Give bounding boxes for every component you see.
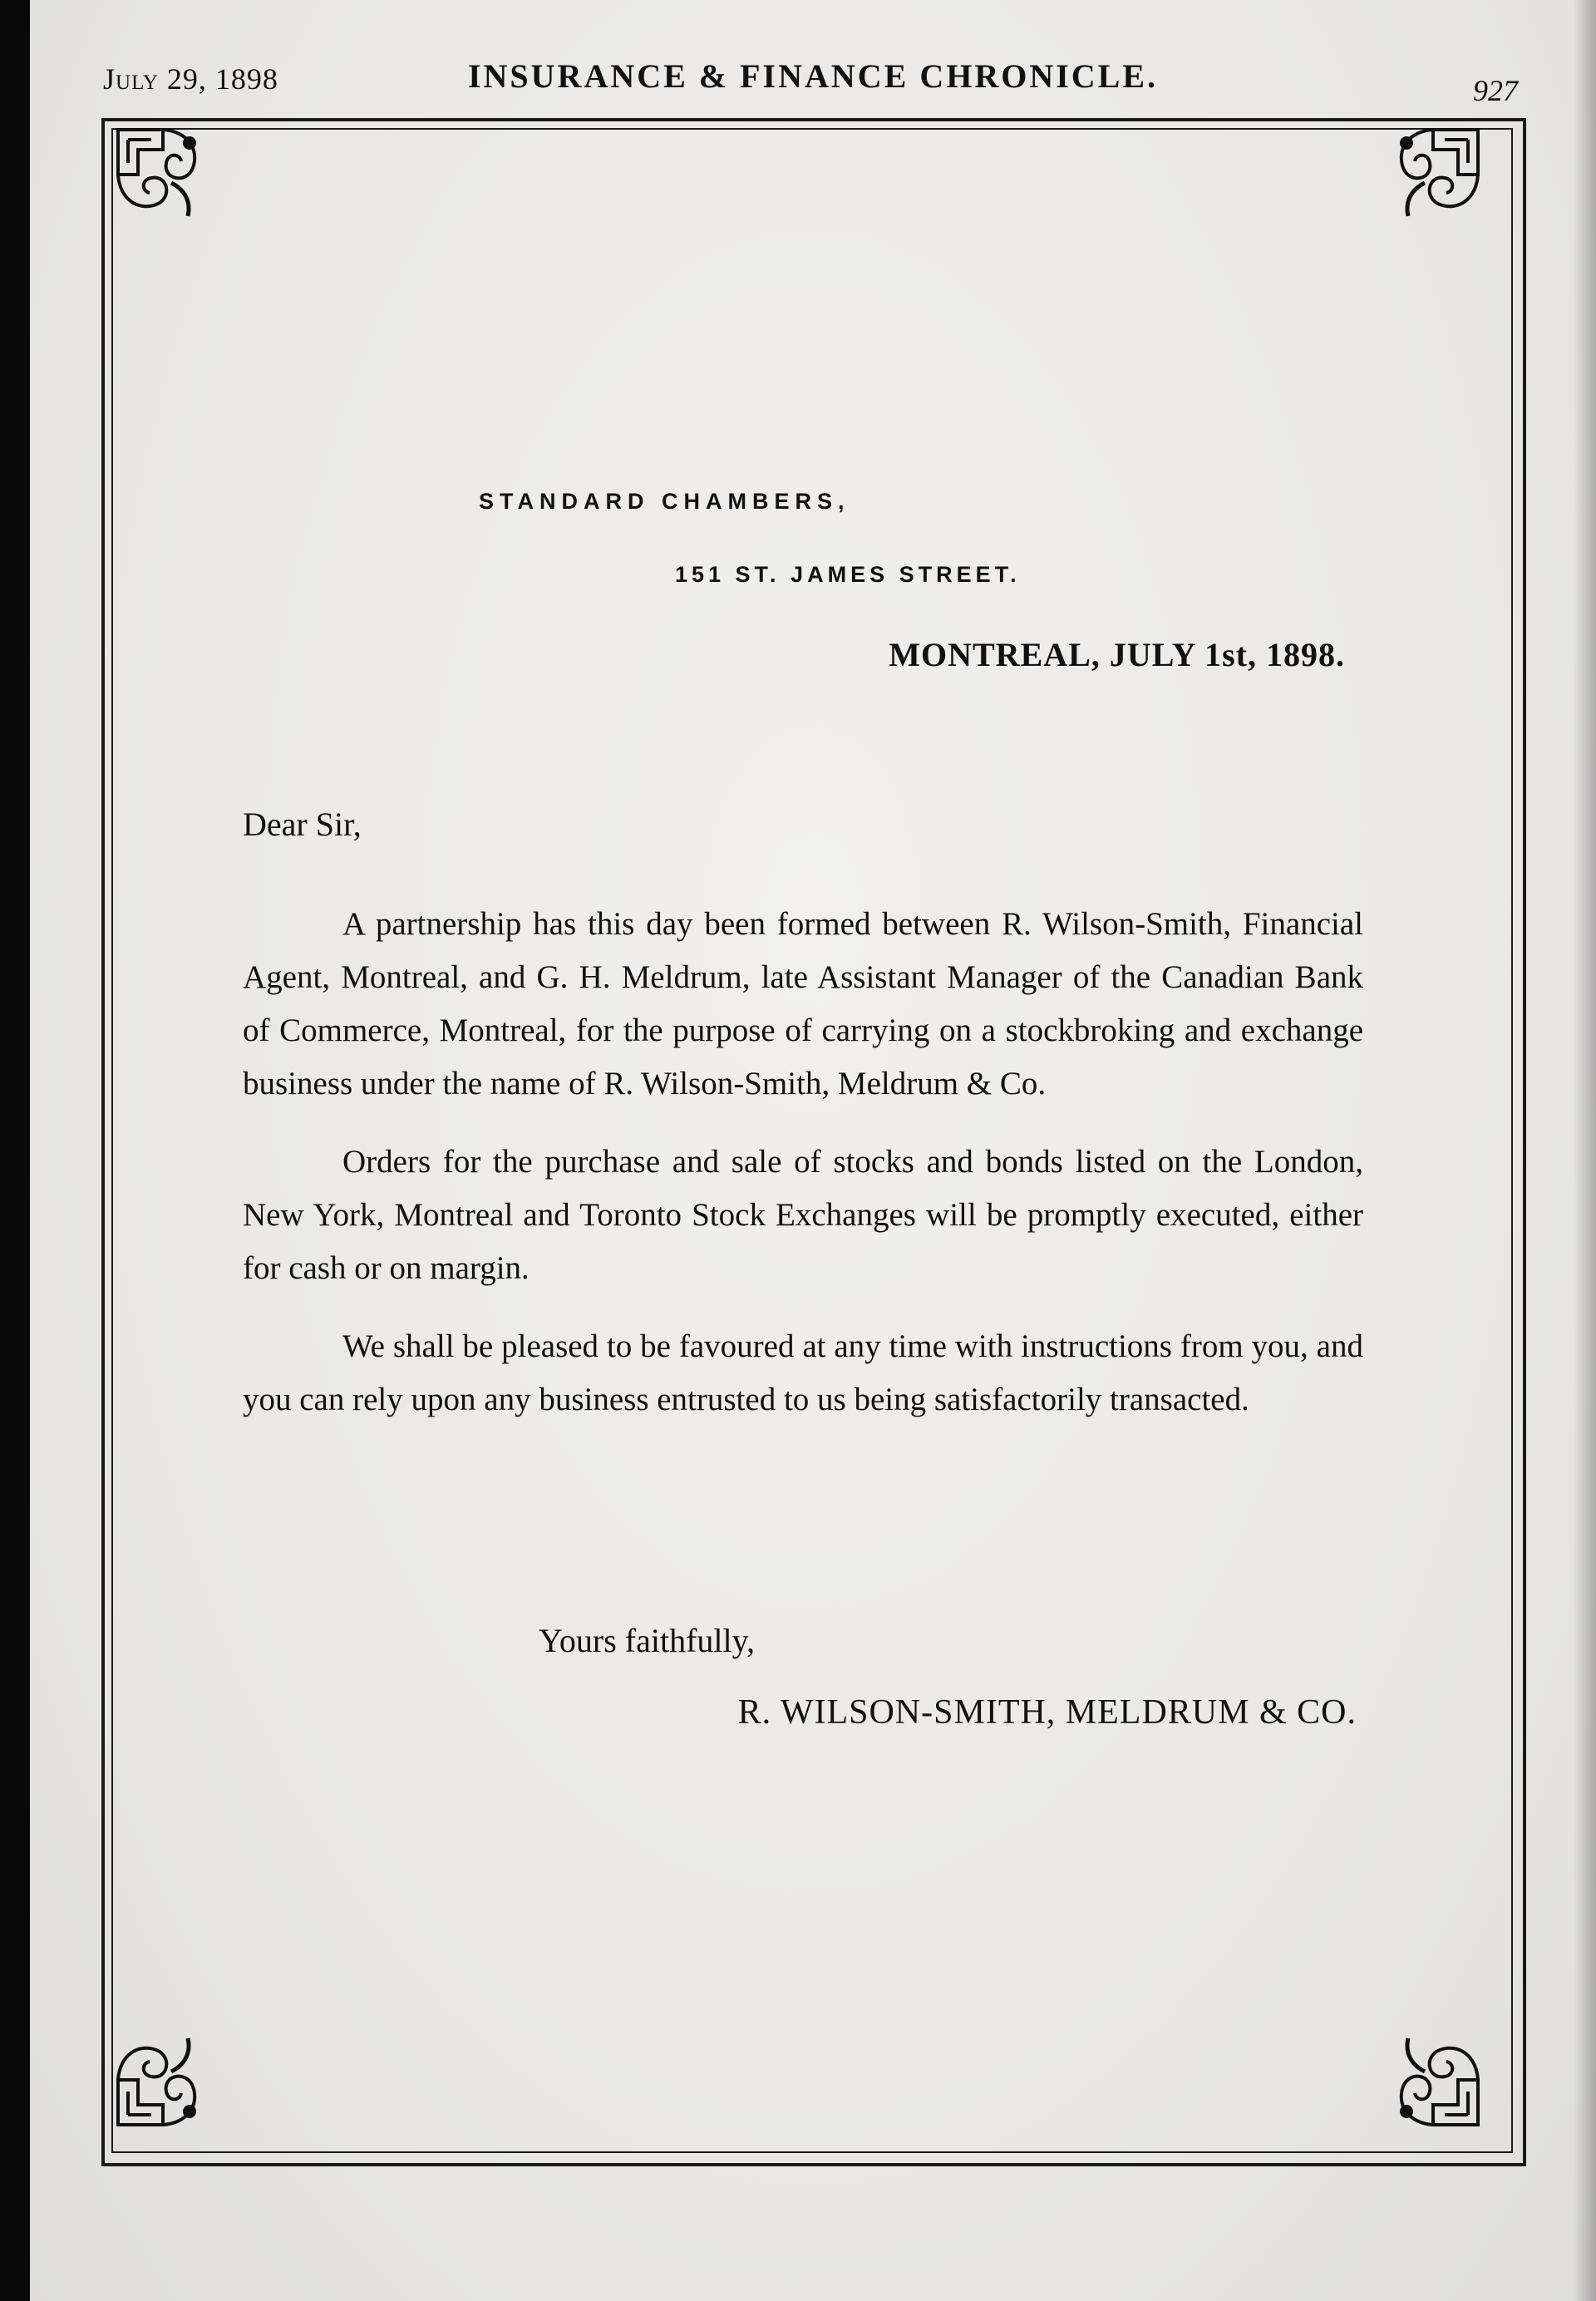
- publication-title: INSURANCE & FINANCE CHRONICLE.: [467, 57, 1159, 95]
- letter-paragraph: Orders for the purchase and sale of stocks and bonds listed on the London, New York, Montreal and Toronto Stock Exchanges will be promptly executed, either for cash or on margin.: [243, 1144, 1363, 1286]
- page-number: 927: [1473, 74, 1518, 107]
- letter-paragraph: We shall be pleased to be favoured at any time with instructions from you, and you can rely upon any business entrusted to us being satisfactorily transacted.: [243, 1328, 1363, 1417]
- scan-edge-shadow: [1573, 0, 1596, 2301]
- ornamental-corner-icon: [1375, 2022, 1483, 2130]
- letterhead-address: 151 ST. JAMES STREET.: [675, 562, 1021, 587]
- letter-closing: Yours faithfully,: [539, 1622, 756, 1659]
- ornamental-corner-icon: [113, 2022, 221, 2130]
- letter-dateline: MONTREAL, JULY 1st, 1898.: [889, 636, 1345, 673]
- letterhead-building: STANDARD CHAMBERS,: [479, 489, 850, 514]
- document-page: [30, 0, 1596, 2301]
- ornamental-corner-icon: [113, 125, 221, 233]
- issue-date: July 29, 1898: [103, 62, 278, 96]
- letter-body: [243, 898, 1363, 1451]
- ornamental-corner-icon: [1375, 125, 1483, 233]
- letter-paragraph: A partnership has this day been formed between R. Wilson-Smith, Financial Agent, Montreal, and G. H. Meldrum, late Assistant Manager of the Canadian Bank of Commerce, Montreal, for the purpose of carrying on a stockbroking and exchange business under the name of R. Wilson-Smith, Meldrum & Co.: [243, 906, 1363, 1101]
- letter-salutation: Dear Sir,: [243, 806, 362, 843]
- letter-signature: R. WILSON-SMITH, MELDRUM & CO.: [737, 1693, 1357, 1732]
- running-head: [30, 50, 1596, 107]
